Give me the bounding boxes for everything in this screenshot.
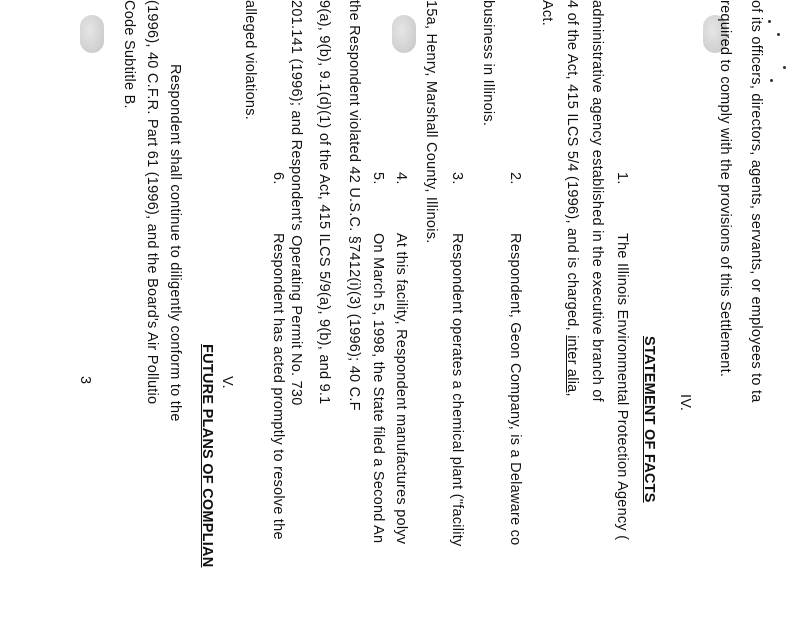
section-heading: STATEMENT OF FACTS: [641, 336, 657, 503]
paragraph-number: 1.: [614, 172, 630, 185]
text-line: Respondent, Geon Company, is a Delaware co: [507, 233, 523, 546]
paragraph-number: 3.: [449, 172, 465, 185]
paragraph-number: 4.: [393, 172, 409, 185]
section-heading: FUTURE PLANS OF COMPLIAN: [199, 344, 215, 568]
section-numeral: IV.: [677, 394, 693, 412]
text-line: 15a, Henry, Marshall County, Illinois.: [423, 0, 439, 244]
text-line: On March 5, 1998, the State filed a Second An: [370, 233, 386, 544]
text-line: The Illinois Environmental Protection Agency (: [614, 233, 630, 541]
text-line: 9(a), 9(b), 9.1(d)(1) of the Act, 415 ILCS 5/9(a), 9(b), and 9.1: [316, 0, 332, 405]
text-line: Act.: [539, 0, 555, 26]
paragraph-number: 6.: [270, 172, 286, 185]
text-line: At this facility, Respondent manufactures polyv: [393, 233, 409, 545]
text-line: 4 of the Act, 415 ILCS 5/4 (1996), and is charged, inter alia,: [564, 0, 580, 397]
text-line: required to comply with the provisions of this Settlement.: [717, 0, 733, 378]
text-line: of its officers, directors, agents, servants, or employees to ta: [748, 0, 764, 403]
text-line: the Respondent violated 42 U.S.C. §7412(i)(3) (1996); 40 C.F: [346, 0, 362, 411]
text-line: Respondent has acted promptly to resolve the: [270, 233, 286, 540]
page-number: 3: [77, 376, 93, 385]
section-numeral: V.: [219, 376, 235, 389]
text-line: Respondent shall continue to diligently conform to the: [167, 64, 183, 422]
text-line: (1996), 40 C.F.R. Part 61 (1996), and the Board's Air Pollutio: [144, 0, 160, 405]
text-line: 201.141 (1996); and Respondent's Operating Permit No. 730: [288, 0, 304, 406]
text-line: Respondent operates a chemical plant ("facility: [449, 233, 465, 547]
paragraph-number: 2.: [507, 172, 523, 185]
paragraph-number: 5.: [370, 172, 386, 185]
text-line: business in Illinois.: [480, 0, 496, 127]
text-line: Code Subtitle B.: [121, 0, 137, 109]
text-line: alleged violations.: [242, 0, 258, 121]
text-line: administrative agency established in the executive branch of: [589, 0, 605, 402]
